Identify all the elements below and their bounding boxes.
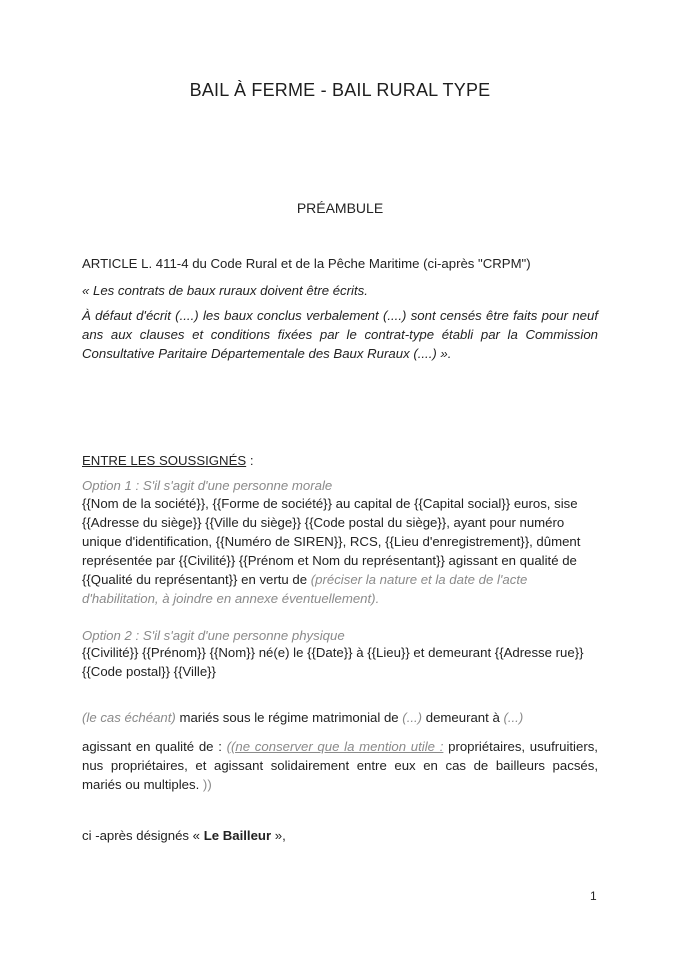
document-title: BAIL À FERME - BAIL RURAL TYPE xyxy=(189,80,491,100)
parties-heading xyxy=(82,451,598,470)
article-quote-paragraph: À défaut d'écrit (....) les baux conclus verbalement (....) sont censés être faits pour neuf ans aux clauses et conditions fixées par le contrat-type établi par la Commission Consultative Paritaire Départementale des Baux Ruraux (....) ». xyxy=(82,308,598,361)
preamble-heading: PRÉAMBULE xyxy=(296,200,384,216)
regime-prefix: (le cas échéant) xyxy=(82,710,176,725)
regime-middle: mariés sous le régime matrimonial de xyxy=(175,710,403,725)
article-reference: ARTICLE L. 411-4 du Code Rural et de la Pêche Maritime (ci-après "CRPM") xyxy=(82,256,531,271)
regime-line xyxy=(82,708,598,727)
quality-note-close: )) xyxy=(199,777,212,792)
option1-note: (préciser la nature et la date de l'acte d'habilitation, à joindre en annexe éventuellement). xyxy=(82,572,528,606)
page-number: 1 xyxy=(590,889,597,903)
option1-paragraph xyxy=(82,494,598,608)
regime-demeurant: demeurant à xyxy=(422,710,504,725)
option2-label: Option 2 : S'il s'agit d'une personne physique xyxy=(82,628,345,643)
regime-ellipsis-2: (...) xyxy=(503,710,524,725)
option1-label: Option 1 : S'il s'agit d'une personne morale xyxy=(82,478,333,493)
option2-body: {{Civilité}} {{Prénom}} {{Nom}} né(e) le {{Date}} à {{Lieu}} et demeurant {{Adresse rue}} {{Code postal}} {{Ville}} xyxy=(82,645,584,679)
parties-heading-suffix: : xyxy=(246,453,254,468)
designation-suffix: », xyxy=(271,828,286,843)
quality-paragraph xyxy=(82,737,598,794)
designation-bold: Le Bailleur xyxy=(203,828,272,843)
option1-body: {{Nom de la société}}, {{Forme de société}} au capital de {{Capital social}} euros, sise {{Adresse du siège}} {{Ville du siège}} {{Code postal du siège}}, ayant pour numéro unique d'identification, {{Numéro de SIREN}}, RCS, {{Lieu d'enregistrement}}, dûment représentée par {{Civilité}} {{Prénom et Nom du représentant}} agissant en qualité de {{Qualité du représentant}} en vertu de xyxy=(82,496,581,587)
designation-prefix: ci -après désignés « xyxy=(82,828,204,843)
quality-body: propriétaires, usufruitiers, nus propriétaires, et agissant solidairement entre eux en cas de bailleurs pacsés, mariés ou multiples. xyxy=(82,739,598,792)
designation-line xyxy=(82,826,598,845)
quality-note-open: ((ne conserver que la mention utile : xyxy=(226,739,444,754)
article-quote-line1: « Les contrats de baux ruraux doivent être écrits. xyxy=(82,283,368,298)
parties-heading-text: ENTRE LES SOUSSIGNÉS xyxy=(82,453,247,468)
regime-ellipsis-1: (...) xyxy=(402,710,423,725)
quality-prefix: agissant en qualité de : xyxy=(82,739,227,754)
